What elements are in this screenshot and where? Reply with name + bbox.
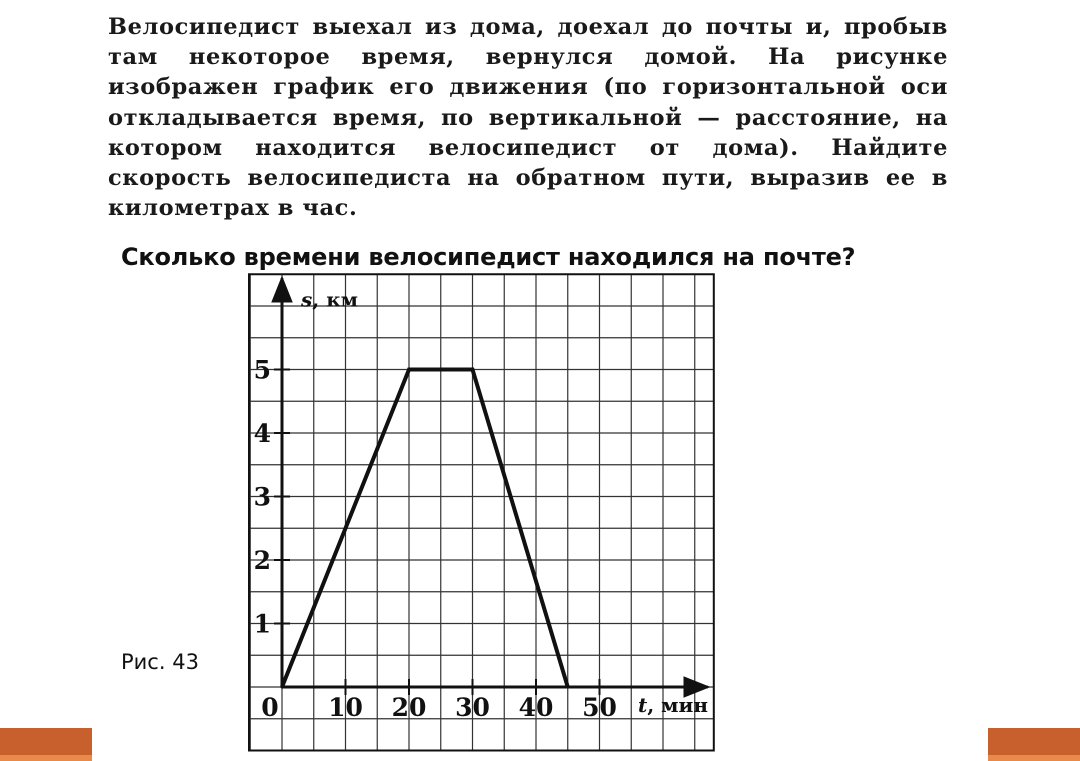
- y-tick-label: 4: [253, 419, 271, 448]
- question-text: Сколько времени велосипедист находился на почте?: [121, 243, 856, 271]
- accent-bar-left: [0, 728, 92, 761]
- x-axis-var: t: [637, 693, 648, 717]
- x-tick-label: 20: [391, 693, 427, 722]
- y-tick-label: 5: [253, 355, 271, 385]
- y-tick-label: 3: [253, 482, 271, 512]
- accent-bar-right: [988, 728, 1080, 761]
- y-tick-label: 2: [253, 546, 271, 575]
- series-point: [281, 686, 284, 689]
- y-axis-var: s: [301, 287, 313, 312]
- x-tick-label: 40: [518, 693, 554, 722]
- x-tick-label: 10: [328, 693, 363, 722]
- figure-caption: Рис. 43: [121, 650, 199, 674]
- x-tick-label: 0: [261, 693, 279, 722]
- series-point: [408, 368, 411, 371]
- y-axis-title: [300, 287, 358, 311]
- grid: [249, 274, 714, 750]
- x-tick-label: 50: [582, 693, 617, 722]
- problem-text: Велосипедист выехал из дома, доехал до почты и, пробыв там некоторое время, вернулся домой. На рисунке изображен график его движения (по горизонтальной оси откладывается время, по вертикальной — расстояние, на котором находится велосипедист от дома). Найдите скорость велосипедиста на обратном пути, выразив ее в километрах в час.: [108, 14, 948, 222]
- x-axis-title: [638, 693, 708, 717]
- grid-border: [249, 274, 714, 750]
- ticks: [274, 370, 600, 696]
- x-axis-unit: , мин: [647, 693, 708, 717]
- x-tick-label: 30: [455, 693, 490, 722]
- y-axis-unit: , км: [312, 287, 359, 312]
- series-point: [471, 368, 474, 371]
- series-point: [566, 686, 569, 689]
- y-tick-label: 1: [253, 609, 271, 639]
